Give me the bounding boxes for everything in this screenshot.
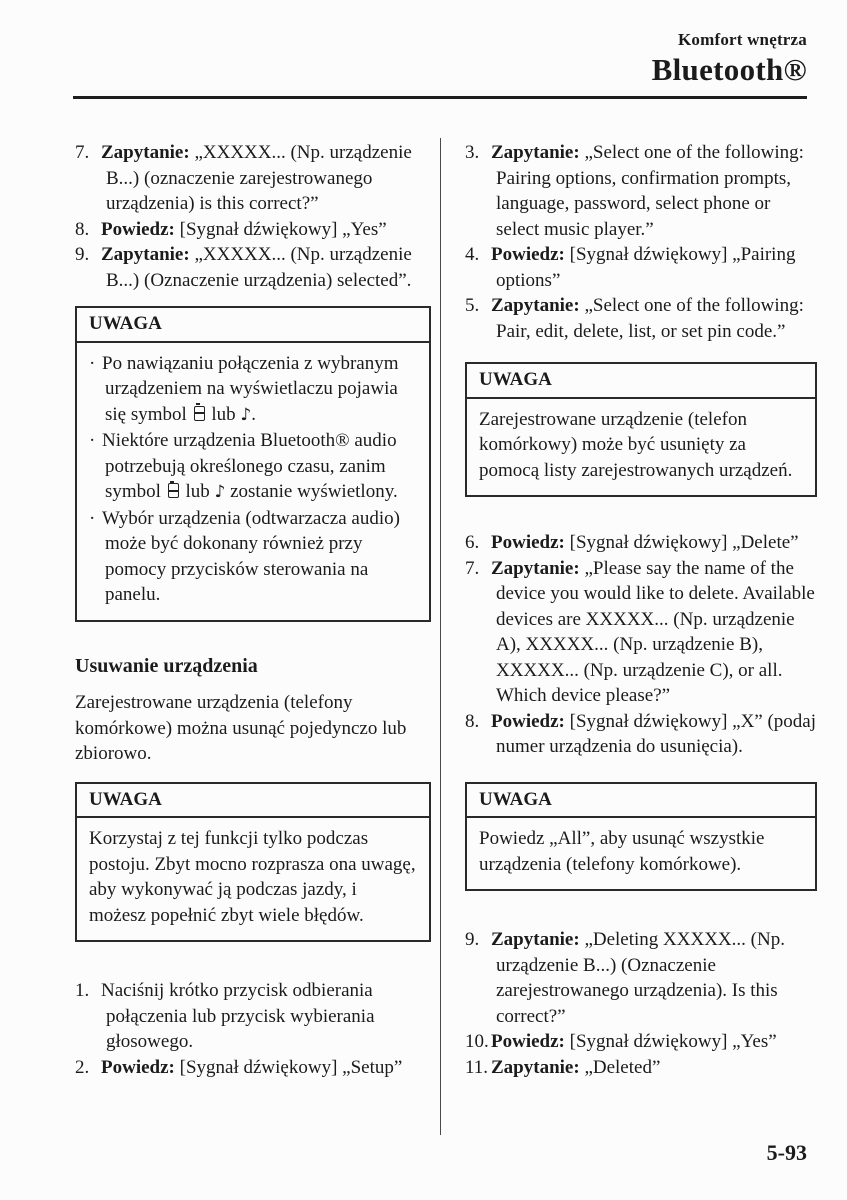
note-text: Korzystaj z tej funkcji tylko podczas postoju. Zbyt mocno rozprasza ona uwagę, aby wykonywać ją podczas jazdy, i możesz popełnić zbyt wiele błędów. [89,828,416,926]
item-text: „Please say the name of the device you would like to delete. Available devices are XXXXX... (Np. urządzenie A), XXXXX... (Np. urządzenie B), XXXXX... (Np. urządzenie C), or all. Which device please?” [496,557,815,706]
item-number: 7. [465,557,480,579]
note-text: Zarejestrowane urządzenie (telefon komórkowy) może być usunięty za pomocą listy zarejestrowanych urządzeń. [479,408,793,481]
page-header [652,30,807,88]
numbered-list [465,530,817,760]
note-box [465,362,817,497]
bullet-text: lub [211,403,236,425]
item-text: „XXXXX... (Np. urządzenie B...) (oznaczenie zarejestrowanego urządzenia) is this correct?” [106,142,412,214]
list-item [75,1055,431,1081]
note-box [465,782,817,892]
item-label: Powiedz: [101,218,175,240]
list-item [465,140,817,242]
item-label: Zapytanie: [491,142,580,163]
bullet-text: Po nawiązaniu połączenia z wybranym urządzeniem na wyświetlaczu pojawia się symbol [102,352,399,425]
item-text: „Deleting XXXXX... (Np. urządzenie B...) (Oznaczenie zarejestrowanego urządzenia). Is this correct?” [496,929,785,1027]
list-item [75,217,431,243]
item-text: [Sygnał dźwiękowy] „Yes” [179,218,387,240]
bullet-marker: · [89,507,96,529]
item-number: 8. [75,218,90,240]
item-number: 11. [465,1056,489,1078]
note-title: UWAGA [467,364,815,399]
section-heading: Usuwanie urządzenia [75,654,258,677]
list-item [75,140,431,217]
item-label: Zapytanie: [491,295,580,316]
header-rule [73,96,807,99]
list-item [75,242,431,293]
item-text: [Sygnał dźwiękowy] „X” (podaj numer urządzenia do usunięcia). [496,710,817,757]
paragraph: Zarejestrowane urządzenia (telefony komórkowe) można usunąć pojedynczo lub zbiorowo. [75,692,407,764]
note-box [75,782,431,943]
page-number: 5-93 [766,1140,807,1165]
note-body [467,818,815,889]
item-text: „Select one of the following: Pairing options, confirmation prompts, language, password, select phone or select music player.” [496,142,804,240]
item-text: [Sygnał dźwiękowy] „Yes” [569,1031,777,1052]
item-number: 5. [465,295,480,316]
list-item [465,709,817,760]
phone-display-icon [194,406,205,421]
music-note-icon: ♪ [240,404,252,425]
item-number: 10. [465,1031,489,1052]
note-title: UWAGA [467,784,815,819]
bullet-text: Niektóre urządzenia Bluetooth® audio potrzebują określonego czasu, zanim symbol [102,430,397,502]
item-label: Powiedz: [491,244,565,265]
list-item [465,1055,817,1081]
numbered-list [75,978,431,1080]
list-item [465,530,817,556]
item-number: 9. [465,929,480,950]
item-number: 3. [465,142,480,163]
list-item [465,1029,817,1055]
item-text: [Sygnał dźwiękowy] „Pairing options” [496,244,796,291]
item-label: Zapytanie: [491,557,580,579]
bullet-marker: · [89,430,96,451]
chapter-label: Komfort wnętrza [677,30,807,49]
note-box [75,306,431,622]
item-label: Powiedz: [491,710,565,732]
item-number: 8. [465,710,480,732]
item-number: 6. [465,532,480,553]
column-divider [440,138,441,1135]
numbered-list [465,927,817,1080]
item-text: [Sygnał dźwiękowy] „Delete” [569,532,799,553]
numbered-list [75,140,431,293]
bullet-text: zostanie wyświetlony. [230,481,398,502]
item-label: Zapytanie: [491,1056,580,1078]
item-label: Powiedz: [491,1031,565,1052]
page-title: Bluetooth® [651,52,807,87]
bullet-text: . [251,403,256,425]
note-text: Powiedz „All”, aby usunąć wszystkie urządzenia (telefony komórkowe). [479,828,765,875]
item-text: [Sygnał dźwiękowy] „Setup” [179,1056,403,1078]
item-number: 7. [75,142,90,163]
note-bullet [89,506,417,608]
note-bullet [89,428,417,506]
item-label: Powiedz: [101,1056,175,1078]
list-item [465,556,817,709]
note-title: UWAGA [77,308,429,343]
note-title: UWAGA [77,784,429,819]
list-item [465,293,817,344]
item-label: Powiedz: [491,532,565,553]
list-item [75,978,431,1055]
item-number: 2. [75,1056,90,1078]
list-item [465,242,817,293]
note-body [467,399,815,496]
left-column [75,140,431,1080]
item-number: 4. [465,244,480,265]
right-column [465,140,817,1080]
item-label: Zapytanie: [491,929,580,950]
note-body [77,818,429,940]
music-note-icon: ♪ [214,482,226,502]
note-body [77,343,429,620]
item-label: Zapytanie: [101,244,190,265]
numbered-list [465,140,817,344]
item-number: 1. [75,980,90,1001]
item-text: „Deleted” [584,1056,661,1078]
item-text: „Select one of the following: Pair, edit, delete, list, or set pin code.” [496,295,804,342]
phone-display-icon [168,483,179,498]
item-label: Zapytanie: [101,142,190,163]
note-bullet [89,351,417,429]
item-number: 9. [75,244,90,265]
bullet-marker: · [89,352,96,374]
list-item [465,927,817,1029]
bullet-text: Wybór urządzenia (odtwarzacza audio) może być dokonany również przy pomocy przycisków sterowania na panelu. [102,507,400,605]
item-text: Naciśnij krótko przycisk odbierania połączenia lub przycisk wybierania głosowego. [101,980,375,1052]
bullet-text: lub [185,481,210,502]
item-text: „XXXXX... (Np. urządzenie B...) (Oznaczenie urządzenia) selected”. [106,244,412,291]
